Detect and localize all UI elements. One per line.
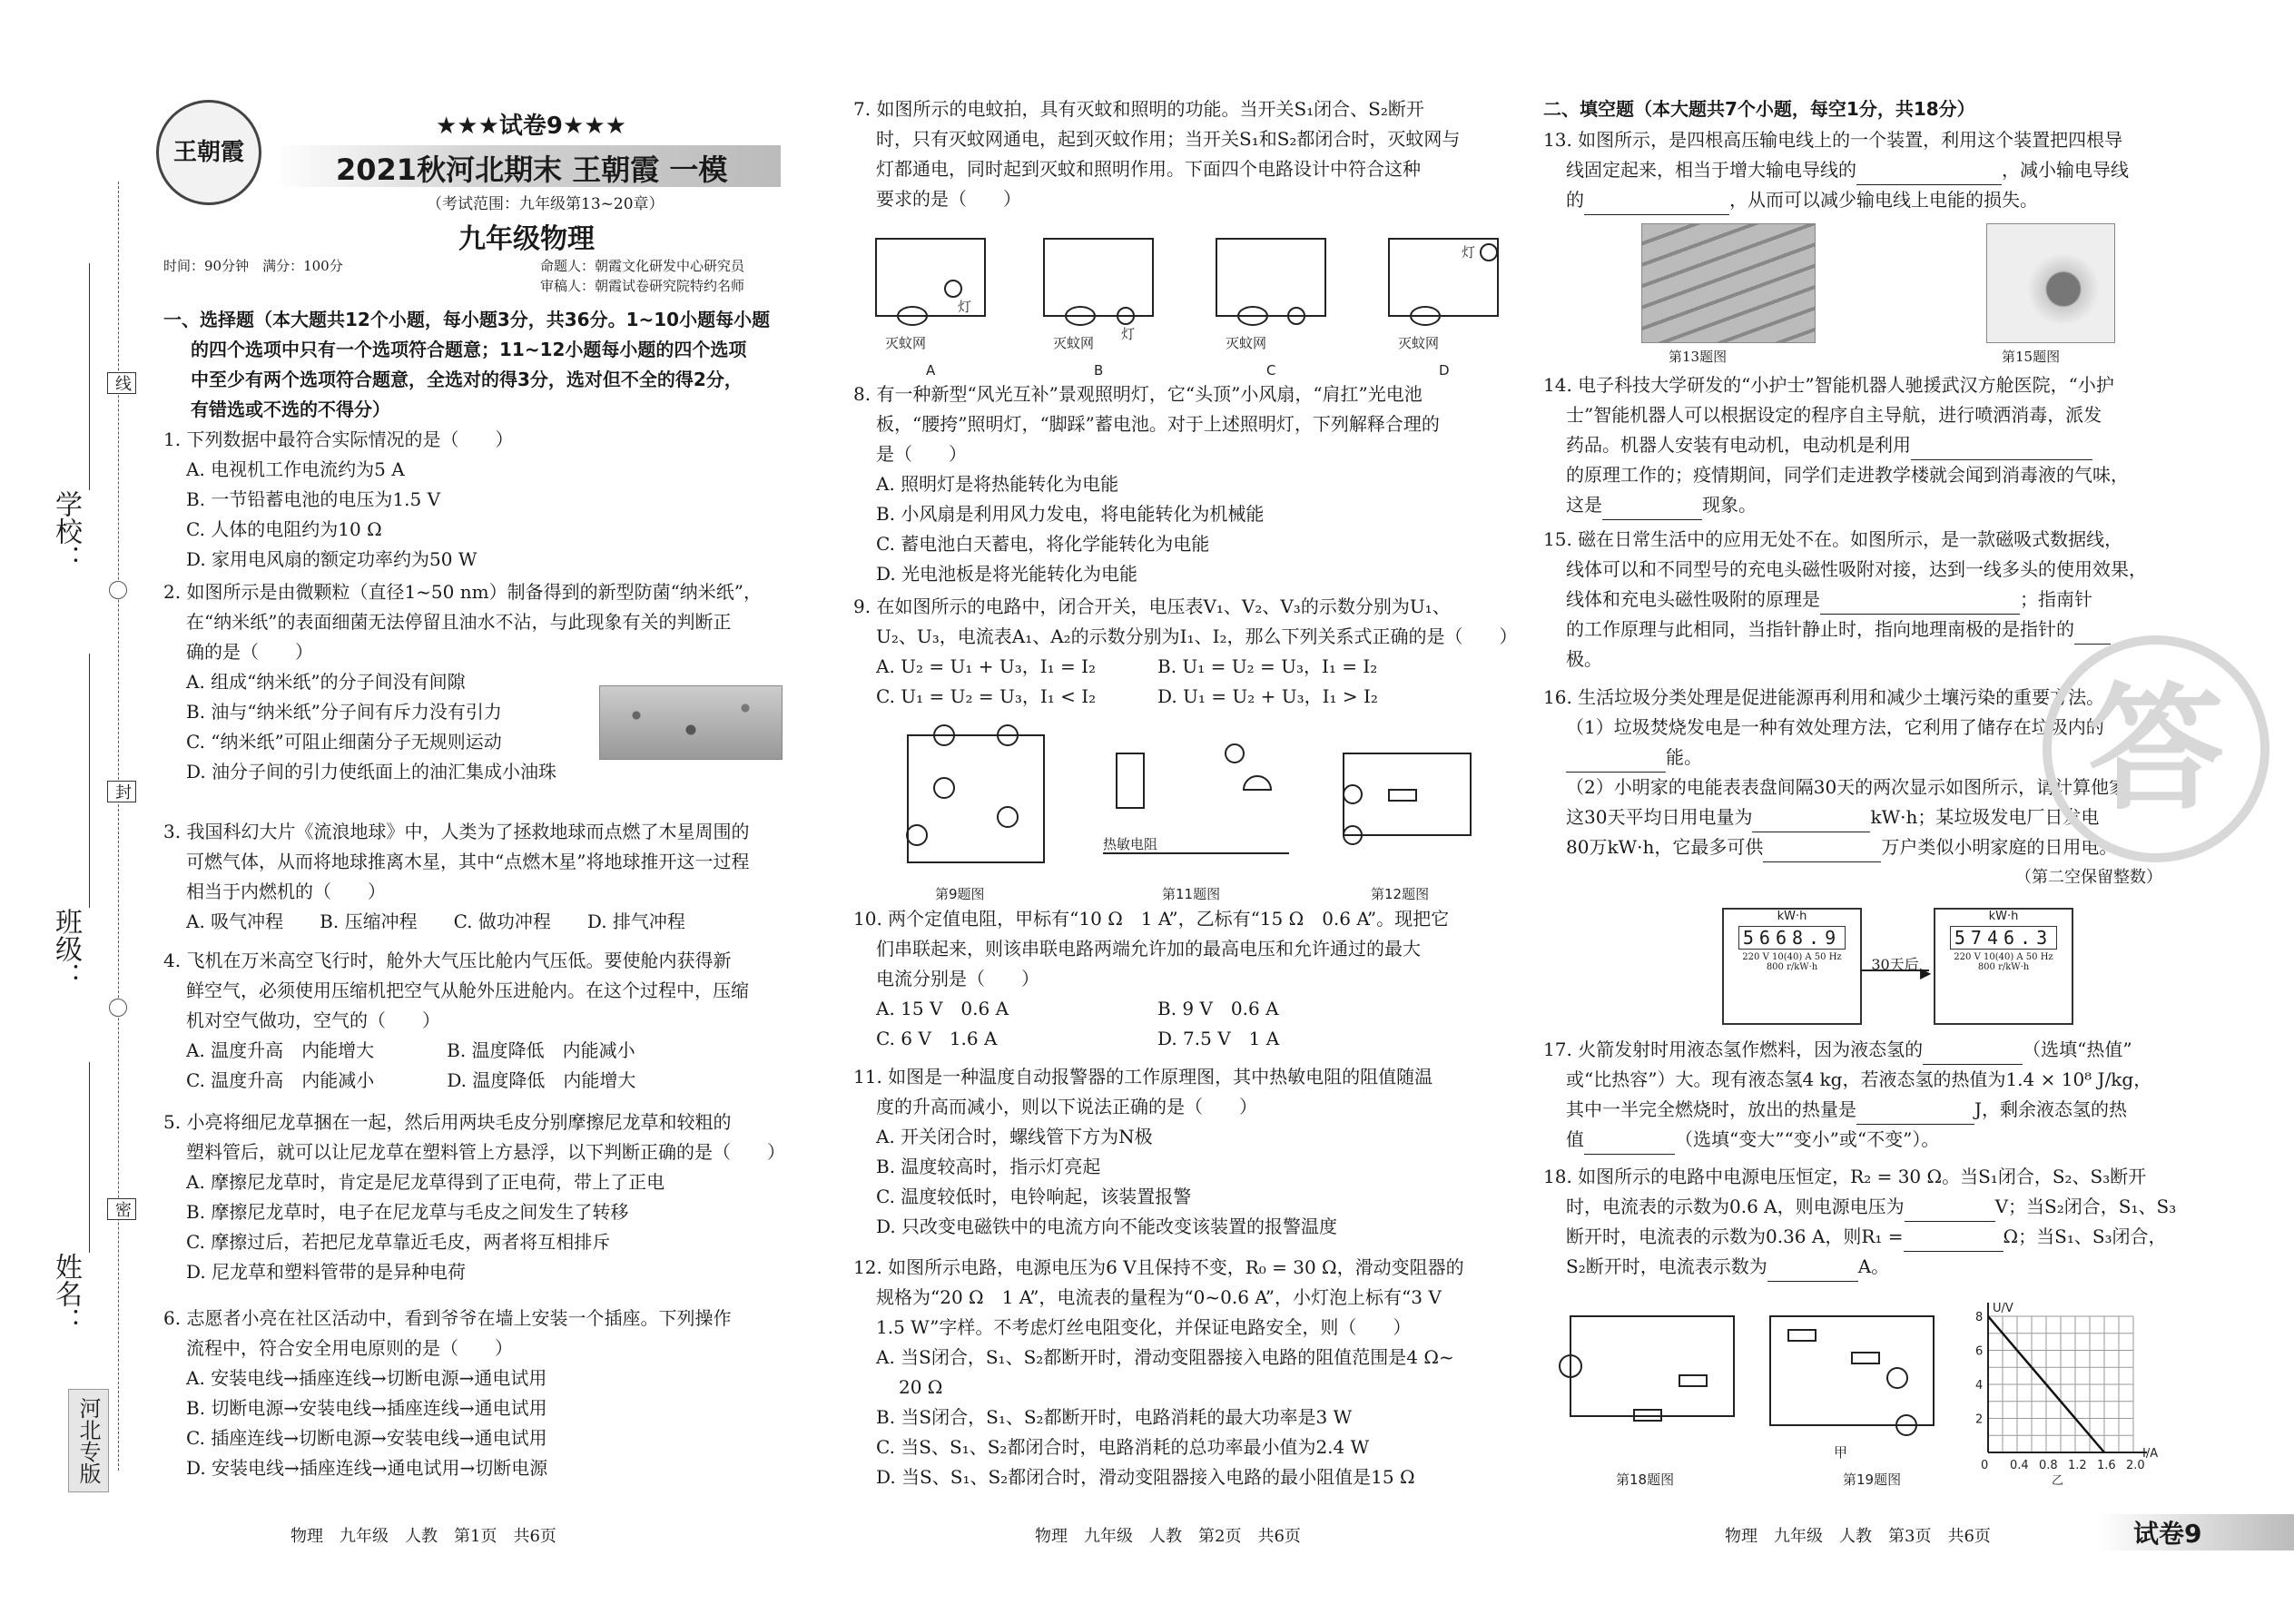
question-15: 15. 磁在日常生活中的应用无处不在。如图所示，是一款磁吸式数据线， 线体可以和不同型号的充电头磁性吸附对接，达到一线多头的使用效果， 线体和充电头磁性吸附的原理是 ；指南针 的工作原理与此相同，当指针静止时，指向地理南极的是指针的 极。 [1543, 528, 2147, 670]
question-10: 10. 两个定值电阻，甲标有“10 Ω 1 A”，乙标有“15 Ω 0.6 A”。现把它 们串联起来，则该串联电路两端允许加的最高电压和允许通过的最大 电流分别是（ ） A. 15 V 0.6 A B. 9 V 0.6 A C. 6 V 1.6 A D. 7.5 V 1 A [853, 908, 1450, 1049]
y-tick-label: 2 [1975, 1412, 1984, 1427]
feng-mark: 封 [107, 781, 136, 802]
y-tick-label: 4 [1975, 1379, 1984, 1393]
name-label: 姓名： [50, 1253, 82, 1334]
class-label: 班级： [50, 908, 82, 989]
question-14: 14. 电子科技大学研发的“小护士”智能机器人驰援武汉方舱医院，“小护 士”智能机器人可以根据设定的程序自主导航，进行喷洒消毒，派发 药品。机器人安装有电动机，电动机是利用 的原理工作的；疫情期间，同学们走进教学楼就会闻到消毒液的气味， 这是 现象。 [1543, 370, 2129, 520]
q7-option-c: C [1266, 362, 1276, 379]
meter-reading-after: 5746.3 [1950, 926, 2057, 950]
x-tick-label: 1.2 [2068, 1459, 2087, 1472]
question-5: 5. 小亮将细尼龙草捆在一起，然后用两块毛皮分别摩擦尼龙草和较粗的 塑料管后，就可以让尼龙草在塑料管上方悬浮，以下判断正确的是（ ） A. 摩擦尼龙草时，肯定是尼龙草得到了正电荷，带上了正电 B. 摩擦尼龙草时，电子在尼龙草与毛皮之间发生了转移 C. 摩擦过后，若把尼龙草靠近毛皮，两者将互相排斥 D. 尼龙草和塑料管带的是异种电荷 [163, 1111, 785, 1283]
series-label: ★★★试卷9★★★ [436, 113, 626, 140]
q7-circuit-options [862, 225, 1534, 379]
footer-page-2: 物理 九年级 人教 第2页 共6页 [1035, 1527, 1301, 1546]
fig19-jia: 甲 [1834, 1444, 1848, 1461]
mi-mark: 密 [107, 1198, 136, 1220]
answer-stamp: 答 [2043, 635, 2269, 862]
binding-margin [0, 0, 154, 1624]
class-line [89, 654, 90, 908]
question-7: 7. 如图所示的电蚊拍，具有灭蚊和照明的功能。当开关S₁闭合、S₂断开 时，只有灭蚊网通电，起到灭蚊作用；当开关S₁和S₂都闭合时，灭蚊网与 灯都通电，同时起到灭蚊和照明作用。下面四个电路设计中符合这种 要求的是（ ） [853, 98, 1461, 210]
punch-hole-2 [109, 999, 127, 1017]
magnetic-cable-photo [1986, 223, 2115, 343]
question-16: 16. 生活垃圾分类处理是促进能源再利用和减少土壤污染的重要方法。 （1）垃圾焚烧发电是一种有效处理方法，它利用了储存在垃圾内的 能。 （2）小明家的电能表表盘间隔30天的两次显示如图所示，请计算他家 这30天平均日用电量为 kW·h；某垃圾发电厂日发电 80万kW·h，它最多可供 万户类似小明家庭的日用电。 （第二空保留整数） [1543, 686, 2162, 887]
x-tick-label: 0.8 [2039, 1459, 2058, 1472]
question-17: 17. 火箭发射时用液态氢作燃料，因为液态氢的 （选填“热值” 或“比热容”）大。现有液态氢4 kg，若液态氢的热值为1.4 × 10⁸ J/kg， 其中一半完全燃烧时，放出的热量是 J，剩余液态氢的热 值 （选填“变大”“变小”或“不变”）。 [1543, 1035, 2151, 1155]
meter-before: kW·h 5668.9 220 V 10(40) A 50 Hz 800 r/kW·h [1722, 908, 1862, 1025]
question-2: 2. 如图所示是由微颗粒（直径1~50 nm）制备得到的新型防菌“纳米纸”， 在“纳米纸”的表面细菌无法停留且油水不沾，与此现象有关的判断正 确的是（ ） A. 组成“纳米纸”的分子间没有间隙 B. 油与“纳米纸”分子间有斥力没有引力 C. “纳米纸”可阻止细菌分子无规则运动 D. 油分子间的引力使纸面上的油汇集成小油珠 [163, 581, 763, 782]
q9-11-12-figures [862, 717, 1498, 908]
q7-net-label-c: 灭蚊网 [1226, 335, 1267, 351]
meter-arrow: 30天后 [1861, 953, 1929, 971]
exam-title: 2021秋河北期末 王朝霞 一模 [336, 153, 728, 187]
fig18-caption: 第18题图 [1616, 1471, 1675, 1488]
question-4: 4. 飞机在万米高空飞行时，舱外大气压比舱内气压低。要使舱内获得新 鲜空气，必须使用压缩机把空气从舱外压进舱内。在这个过程中，压缩 机对空气做功，空气的（ ） A. 温度升高 内能增大 B. 温度降低 内能减小 C. 温度升高 内能减小 D. 温度降低 内能增大 [163, 950, 749, 1091]
footer-page-1: 物理 九年级 人教 第1页 共6页 [290, 1527, 556, 1546]
y-tick-label: 8 [1975, 1311, 1984, 1324]
exam-time: 时间：90分钟 满分：100分 [163, 258, 343, 274]
x-tick-label: 0 [1981, 1459, 1989, 1472]
author-line-2: 审稿人：朝霞试卷研究院特约名师 [540, 278, 745, 294]
fig12-caption: 第12题图 [1371, 886, 1430, 902]
fig19-yi: 乙 [2052, 1474, 2064, 1488]
y-tick-label: 6 [1975, 1344, 1984, 1359]
x-tick-label: 2.0 [2126, 1459, 2145, 1472]
q7-net-label-b: 灭蚊网 [1053, 335, 1095, 351]
question-8: 8. 有一种新型“风光互补”景观照明灯，它“头顶”小风扇，“肩扛”光电池 板，“腰挎”照明灯，“脚踩”蓄电池。对于上述照明灯，下列解释合理的 是（ ） A. 照明灯是将热能转化为电能 B. 小风扇是利用风力发电，将电能转化为机械能 C. 蓄电池白天蓄电，将化学能转化为电能 D. 光电池板是将光能转化为电能 [853, 383, 1440, 585]
school-label: 学校： [50, 490, 82, 572]
question-6: 6. 志愿者小亮在社区活动中，看到爷爷在墙上安装一个插座。下列操作 流程中，符合安全用电原则的是（ ） A. 安装电线→插座连线→切断电源→通电试用 B. 切断电源→安装电线→插座连线→通电试用 C. 插座连线→切断电源→安装电线→通电试用 D. 安装电线→插座连线→通电试用→切断电源 [163, 1307, 732, 1479]
subject-title: 九年级物理 [458, 223, 595, 255]
q7-lamp-label-b: 灯 [1121, 326, 1136, 342]
q7-lamp-label-a: 灯 [958, 299, 972, 315]
name-line [89, 1062, 90, 1253]
question-1: 1. 下列数据中最符合实际情况的是（ ） A. 电视机工作电流约为5 A B. 一节铅蓄电池的电压为1.5 V C. 人体的电阻约为10 Ω D. 家用电风扇的额定功率约为50 W [163, 428, 514, 570]
school-line [89, 263, 90, 490]
question-9: 9. 在如图所示的电路中，闭合开关，电压表V₁、V₂、V₃的示数分别为U₁、 U₂、U₃，电流表A₁、A₂的示数分别为I₁、I₂，那么下列关系式正确的是（ ） A. U₂ = U₁ + U₃，I₁ = I₂ B. U₁ = U₂ = U₃，I₁ = I₂ C. U₁ = U₂ = U₃，I₁ < I₂ D. U₁ = U₂ + U₃，I₁ > I₂ [853, 595, 1518, 707]
section-2-heading: 二、填空题（本大题共7个小题，每空1分，共18分） [1543, 98, 1975, 120]
x-tick-label: 0.4 [2010, 1459, 2029, 1472]
fig19-caption: 第19题图 [1843, 1471, 1902, 1488]
x-axis-label: I/A [2142, 1447, 2159, 1461]
q7-option-d: D [1439, 362, 1450, 379]
q18-19-figures [1543, 1289, 2179, 1507]
meter-arrow-head: ▶ [1920, 964, 1932, 981]
q7-lamp-label-d: 灯 [1462, 244, 1476, 261]
q7-net-label-a: 灭蚊网 [885, 335, 927, 351]
question-18: 18. 如图所示的电路中电源电压恒定，R₂ = 30 Ω。当S₁闭合，S₂、S₃断开 时，电流表的示数为0.6 A，则电源电压为 V；当S₂闭合，S₁、S₃ 断开时，电流表的示数为0.36 A，则R₁ = Ω；当S₁、S₃闭合， S₂断开时，电流表示数为 A。 [1543, 1162, 2176, 1282]
q7-net-label-d: 灭蚊网 [1398, 335, 1440, 351]
u-i-graph [1975, 1302, 2158, 1488]
punch-hole-1 [109, 581, 127, 599]
question-3: 3. 我国科幻大片《流浪地球》中，人类为了拯救地球而点燃了木星周围的 可燃气体，从而将地球推离木星，其中“点燃木星”将地球推开这一过程 相当于内燃机的（ ） A. 吸气冲程 B. 压缩冲程 C. 做功冲程 D. 排气冲程 [163, 821, 750, 932]
question-12: 12. 如图所示电路，电源电压为6 V且保持不变，R₀ = 30 Ω，滑动变阻器的 规格为“20 Ω 1 A”，电流表的量程为“0~0.6 A”，小灯泡上标有“3 V 1.5 W”字样。不考虑灯丝电阻变化，并保证电路安全，则（ ） A. 当S闭合，S₁、S₂都断开时，滑动变阻器接入电路的阻值范围是4 Ω~ 20 Ω B. 当S闭合，S₁、S₂都断开时，电路消耗的最大功率是3 W C. 当S、S₁、S₂都闭合时，电路消耗的总功率最小值为2.4 W D. 当S、S₁、S₂都闭合时，滑动变阻器接入电路的最小阻值是15 Ω [853, 1256, 1464, 1488]
footer-page-3: 物理 九年级 人教 第3页 共6页 [1725, 1527, 1991, 1546]
x-tick-label: 1.6 [2097, 1459, 2116, 1472]
y-axis-label: U/V [1993, 1302, 2013, 1315]
meter-reading-before: 5668.9 [1738, 926, 1846, 950]
question-13: 13. 如图所示，是四根高压输电线上的一个装置，利用这个装置把四根导 线固定起来，相当于增大输电导线的 ，减小输电导线 的 ，从而可以减少输电线上电能的损失。 [1543, 125, 2129, 215]
fig13-caption: 第13题图 [1669, 349, 1728, 365]
region-label: 河北专版 [68, 1389, 109, 1492]
meter-after: kW·h 5746.3 220 V 10(40) A 50 Hz 800 r/kW·h [1934, 908, 2073, 1025]
q7-option-b: B [1094, 362, 1104, 379]
power-line-spacer-photo [1641, 223, 1816, 343]
xian-mark: 线 [107, 372, 136, 394]
q7-option-a: A [926, 362, 936, 379]
author-line-1: 命题人：朝霞文化研发中心研究员 [540, 258, 745, 274]
fig15-caption: 第15题图 [2002, 349, 2061, 365]
fig11-caption: 第11题图 [1162, 886, 1221, 902]
thermistor-label: 热敏电阻 [1103, 836, 1158, 852]
fig9-caption: 第9题图 [935, 886, 985, 902]
nano-paper-photo [599, 685, 783, 760]
exam-scope: （考试范围：九年级第13~20章） [427, 195, 665, 213]
brand-logo: 王朝霞 [156, 100, 261, 205]
exam-tag: 试卷9 [2133, 1519, 2202, 1549]
question-11: 11. 如图是一种温度自动报警器的工作原理图，其中热敏电阻的阻值随温 度的升高而减小，则以下说法正确的是（ ） A. 开关闭合时，螺线管下方为N极 B. 温度较高时，指示灯亮起 C. 温度较低时，电铃响起，该装置报警 D. 只改变电磁铁中的电流方向不能改变该装置的报警温度 [853, 1066, 1433, 1237]
section-1-heading: 一、选择题（本大题共12个小题，每小题3分，共36分。1~10小题每小题 的四个选项中只有一个选项符合题意；11~12小题每小题的四个选项 中至少有两个选项符合题意，全选对的得3分，选对但不全的得2分， 有错选或不选的不得分） [163, 309, 771, 420]
